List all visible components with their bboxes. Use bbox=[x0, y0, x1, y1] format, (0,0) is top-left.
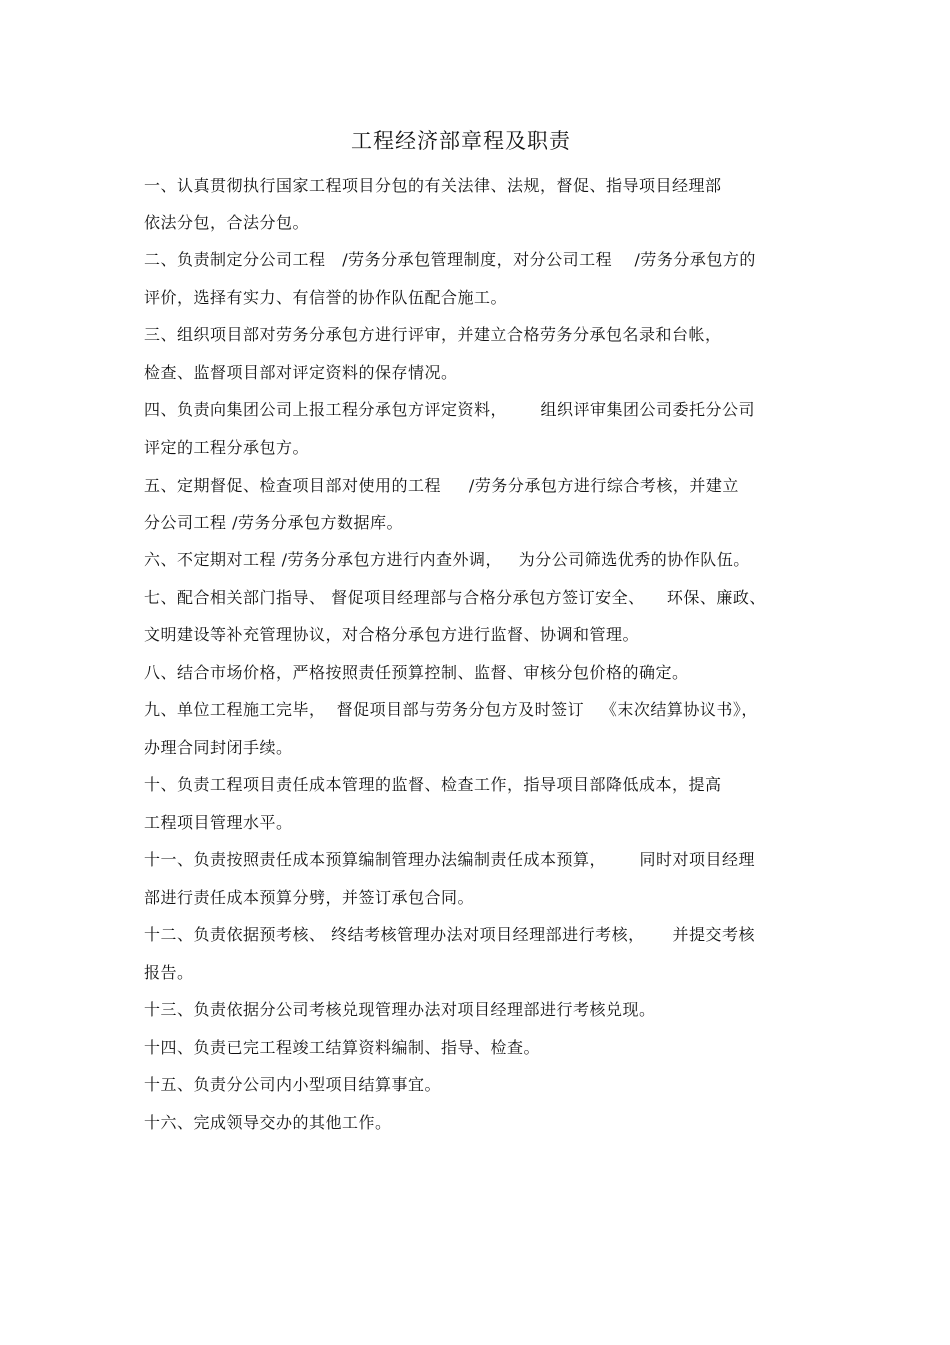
text-line: 一、认真贯彻执行国家工程项目分包的有关法律、法规，督促、指导项目经理部 bbox=[144, 176, 722, 195]
text-line: 六、不定期对工程 /劳务分承包方进行内查外调， 为分公司筛选优秀的协作队伍。 bbox=[144, 550, 750, 569]
text-line: 五、定期督促、检查项目部对使用的工程 /劳务分承包方进行综合考核，并建立 bbox=[144, 476, 739, 495]
text-line: 文明建设等补充管理协议，对合格分承包方进行监督、协调和管理。 bbox=[144, 625, 640, 644]
text-line: 部进行责任成本预算分劈，并签订承包合同。 bbox=[144, 888, 475, 907]
text-line: 检查、监督项目部对评定资料的保存情况。 bbox=[144, 363, 458, 382]
text-line: 办理合同封闭手续。 bbox=[144, 738, 293, 757]
text-line: 评价，选择有实力、有信誉的协作队伍配合施工。 bbox=[144, 288, 508, 307]
text-line: 三、组织项目部对劳务分承包方进行评审，并建立合格劳务分承包名录和台帐， bbox=[144, 325, 722, 344]
text-line: 十一、负责按照责任成本预算编制管理办法编制责任成本预算， 同时对项目经理 bbox=[144, 850, 756, 869]
document-title: 工程经济部章程及职责 bbox=[351, 129, 571, 153]
text-line: 四、负责向集团公司上报工程分承包方评定资料， 组织评审集团公司委托分公司 bbox=[144, 400, 756, 419]
text-line: 八、结合市场价格，严格按照责任预算控制、监督、审核分包价格的确定。 bbox=[144, 663, 689, 682]
text-line: 分公司工程 /劳务分承包方数据库。 bbox=[144, 513, 403, 532]
text-line: 二、负责制定分公司工程 /劳务分承包管理制度，对分公司工程 /劳务分承包方的 bbox=[144, 250, 756, 269]
text-line: 十二、负责依据预考核、 终结考核管理办法对项目经理部进行考核， 并提交考核 bbox=[144, 925, 756, 944]
text-line: 十六、完成领导交办的其他工作。 bbox=[144, 1113, 392, 1132]
text-line: 评定的工程分承包方。 bbox=[144, 438, 310, 457]
text-line: 报告。 bbox=[144, 963, 194, 982]
text-line: 十四、负责已完工程竣工结算资料编制、指导、检查。 bbox=[144, 1038, 541, 1057]
text-line: 九、单位工程施工完毕， 督促项目部与劳务分包方及时签订 《末次结算协议书》， bbox=[144, 700, 758, 719]
text-line: 工程项目管理水平。 bbox=[144, 813, 293, 832]
text-line: 十三、负责依据分公司考核兑现管理办法对项目经理部进行考核兑现。 bbox=[144, 1000, 656, 1019]
text-line: 七、配合相关部门指导、 督促项目经理部与合格分承包方签订安全、 环保、廉政、 bbox=[144, 588, 766, 607]
text-line: 十五、负责分公司内小型项目结算事宜。 bbox=[144, 1075, 442, 1094]
text-line: 十、负责工程项目责任成本管理的监督、检查工作，指导项目部降低成本，提高 bbox=[144, 775, 722, 794]
text-line: 依法分包，合法分包。 bbox=[144, 213, 310, 232]
